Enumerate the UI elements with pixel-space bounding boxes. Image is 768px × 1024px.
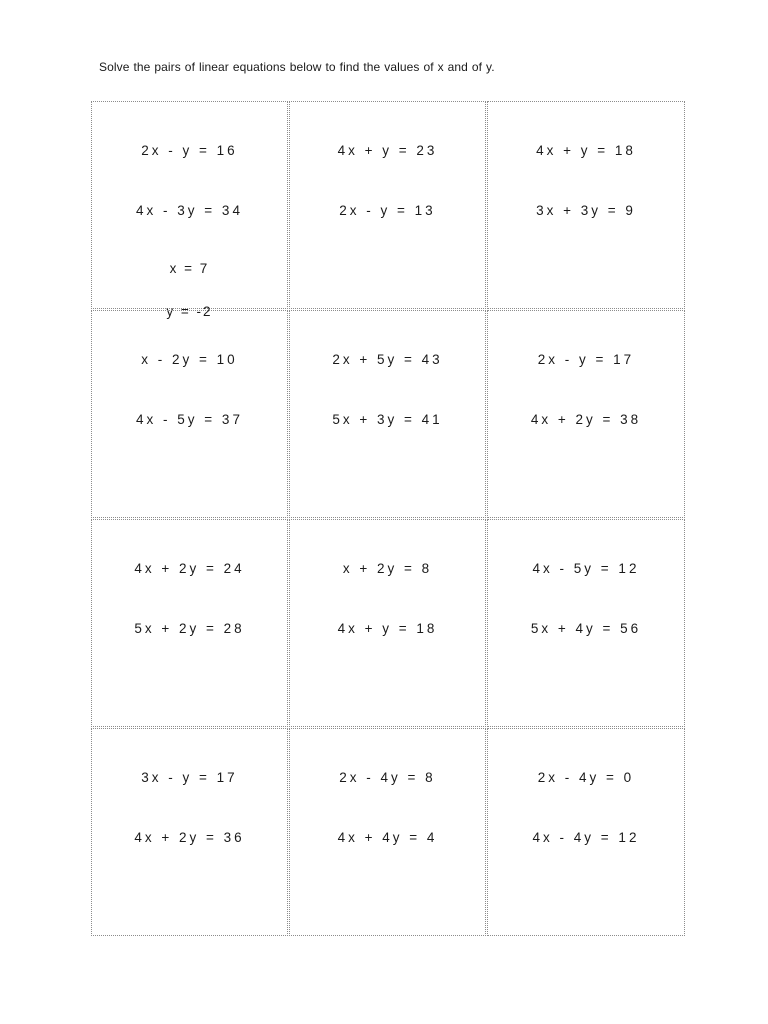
problem-cell-6: [487, 310, 685, 518]
equation-2: 4x - 4y = 12: [532, 830, 640, 845]
equation-2: 5x + 3y = 41: [332, 412, 443, 427]
equation-2: 5x + 4y = 56: [530, 621, 642, 636]
problem-cell-10: [91, 728, 288, 936]
instruction-text: Solve the pairs of linear equations below to find the values of x and of y.: [99, 60, 495, 74]
equation-2: 2x - y = 13: [339, 203, 436, 218]
equation-1: x + 2y = 8: [342, 561, 433, 576]
equation-1: 2x + 5y = 43: [332, 352, 443, 367]
equation-2: 4x + 2y = 36: [134, 830, 245, 845]
equation-1: x - 2y = 10: [141, 352, 238, 367]
equation-1: 4x + 2y = 24: [134, 561, 245, 576]
equation-1: 4x + y = 23: [337, 143, 438, 158]
problem-cell-7: [91, 519, 288, 727]
answer-x: x = 7: [169, 261, 210, 276]
problem-cell-2: [289, 101, 486, 309]
equation-2: 3x + 3y = 9: [536, 203, 636, 218]
problem-cell-8: [289, 519, 486, 727]
equation-1: 2x - y = 17: [537, 352, 635, 367]
equation-1: 2x - y = 16: [141, 143, 238, 158]
problem-cell-1: [91, 101, 288, 319]
equation-2: 5x + 2y = 28: [134, 621, 245, 636]
equation-1: 4x + y = 18: [536, 143, 636, 158]
problem-cell-5: [289, 310, 486, 518]
equation-2: 4x - 3y = 34: [136, 203, 243, 218]
problem-cell-9: [487, 519, 685, 727]
equation-2: 4x - 5y = 37: [136, 412, 243, 427]
problem-cell-11: [289, 728, 486, 936]
problem-cell-12: [487, 728, 685, 936]
equation-2: 4x + 4y = 4: [337, 830, 438, 845]
equation-2: 4x + y = 18: [337, 621, 438, 636]
equation-1: 4x - 5y = 12: [532, 561, 640, 576]
equation-2: 4x + 2y = 38: [530, 412, 642, 427]
problem-cell-4: [91, 310, 288, 518]
equations-grid: [91, 101, 686, 937]
problem-cell-3: [487, 101, 685, 309]
equation-1: 3x - y = 17: [141, 770, 238, 785]
answer-y: y = -2: [166, 304, 213, 319]
equation-1: 2x - 4y = 0: [537, 770, 635, 785]
equation-1: 2x - 4y = 8: [339, 770, 436, 785]
